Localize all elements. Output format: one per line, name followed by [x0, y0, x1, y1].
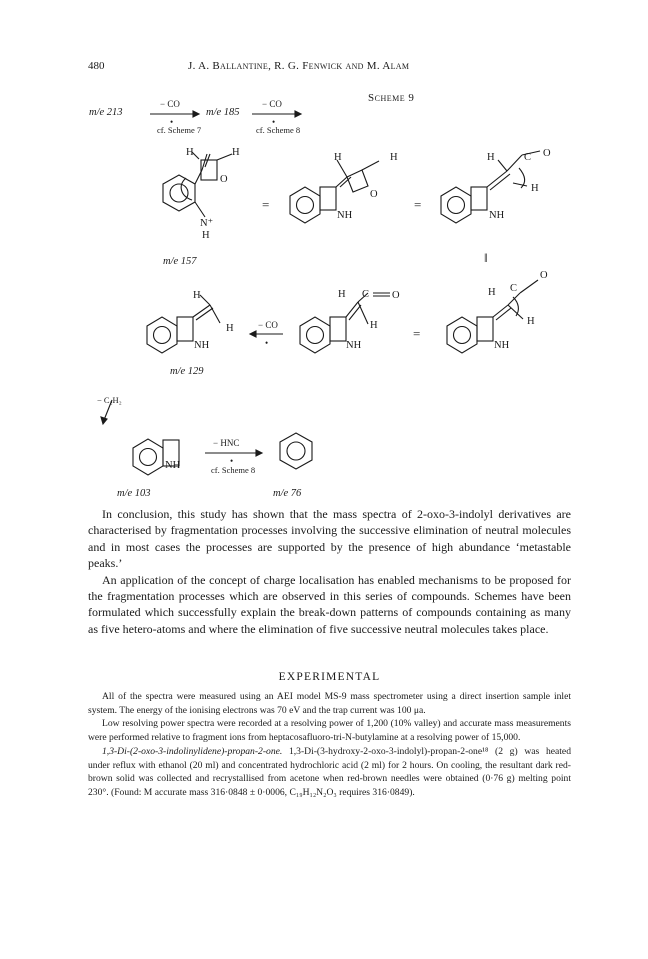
- ion-185-label: m/e 185: [206, 107, 240, 118]
- ion-213-label: m/e 213: [89, 107, 123, 118]
- atom-label: NH: [165, 460, 181, 471]
- atom-label: O: [543, 148, 551, 159]
- atom-label: H: [487, 152, 495, 163]
- atom-label: H: [527, 316, 535, 327]
- atom-label: C: [510, 283, 518, 294]
- loss-co-1: − CO: [160, 99, 180, 109]
- atom-label: O: [220, 174, 228, 185]
- atom-label: H: [334, 152, 342, 163]
- atom-label: C: [524, 152, 532, 163]
- atom-label: H: [390, 152, 398, 163]
- atom-label: H: [202, 230, 210, 241]
- equals-sign: =: [262, 197, 270, 212]
- scheme-label: Scheme 9: [368, 92, 415, 104]
- atom-label: H: [370, 320, 378, 331]
- loss-co-2: − CO: [262, 99, 282, 109]
- loss-co-3: − CO: [258, 320, 278, 330]
- svg-text:•: •: [230, 456, 234, 466]
- atom-label: NH: [494, 340, 510, 351]
- paragraph: [88, 745, 571, 800]
- atom-label: O: [392, 290, 400, 301]
- atom-label: NH: [346, 340, 362, 351]
- ion-103-label: m/e 103: [117, 488, 151, 499]
- compound-prep: 1,3-Di-(3-hydroxy-2-oxo-3-indolyl)-propan-2-one¹⁸ (2 g) was heated under reflux with ethanol (20 ml) and concentrated hydrochloric acid (2 ml) for 2 hours. On cooling, the resultant dark red-brown solid was collected and recrystallised from acetone when red-brown needles were obtained (0·76 g) melting point 230°. (Found: M accurate mass 316·0848 ± 0·0006, C₁₉H₁₂N₂O₃ requires 316·0849).: [88, 745, 571, 798]
- ion-76-label: m/e 76: [273, 488, 302, 499]
- loss-c2h2: − C₂H₂: [97, 395, 122, 405]
- paragraph: In conclusion, this study has shown that the mass spectra of 2-oxo-3-indolyl derivatives are characterised by fragmentation processes involving the successive elimination of neutral molecules and in most cases the processes are supported by the presence of high abundance ‘metastable peaks.’: [88, 507, 571, 571]
- atom-label: H: [226, 323, 234, 334]
- page-number: 480: [88, 60, 105, 72]
- ion-129-label: m/e 129: [170, 366, 204, 377]
- atom-label: NH: [337, 210, 353, 221]
- atom-label: O: [370, 189, 378, 200]
- running-authors: J. A. Ballantine, R. G. Fenwick and M. Alam: [188, 60, 410, 72]
- atom-label: NH: [489, 210, 505, 221]
- svg-text:•: •: [170, 117, 174, 127]
- atom-label: H: [232, 147, 240, 158]
- atom-label: H: [488, 287, 496, 298]
- paragraph: An application of the concept of charge localisation has enabled mechanisms to be proposed for the fragmentation processes which are observed in this series of compounds. Schemes have been formulated which successfully explain the break-down patterns of compounds containing as many as five hetero-atoms and where the elimination of five successive neutral molecules takes place.: [88, 572, 571, 636]
- svg-text:•: •: [272, 117, 276, 127]
- experimental-text: [88, 690, 571, 800]
- atom-label: O: [540, 270, 548, 281]
- atom-label: H: [193, 290, 201, 301]
- atom-label: H: [186, 147, 194, 158]
- equals-sign: =: [414, 197, 422, 212]
- equals-vertical: ‖: [484, 250, 488, 265]
- compound-title: 1,3-Di-(2-oxo-3-indolinylidene)-propan-2-one.: [102, 745, 283, 757]
- atom-label: C: [362, 289, 370, 300]
- paragraph: All of the spectra were measured using an AEI model MS-9 mass spectrometer using a direct insertion sample inlet system. The energy of the ionising electrons was 70 eV and the trap current was 100 μa.: [88, 691, 571, 716]
- section-heading: EXPERIMENTAL: [278, 671, 381, 683]
- atom-label: NH: [194, 340, 210, 351]
- svg-text:•: •: [265, 338, 269, 348]
- ref-scheme-8: cf. Scheme 8: [256, 125, 301, 135]
- equals-sign: =: [413, 326, 421, 341]
- conclusion-text: [88, 506, 571, 637]
- atom-label: H: [338, 289, 346, 300]
- ion-157-label: m/e 157: [163, 256, 197, 267]
- ref-scheme-8b: cf. Scheme 8: [211, 465, 256, 475]
- atom-label: N⁺: [200, 218, 214, 229]
- ref-scheme-7: cf. Scheme 7: [157, 125, 202, 135]
- paragraph: Low resolving power spectra were recorded at a resolving power of 1,200 (10% valley) and accurate mass measurements were performed relative to fragment ions from heptacosafluoro-tri-N-butylamine at a resolving power of 15,000.: [88, 718, 571, 744]
- loss-hnc: − HNC: [213, 438, 240, 448]
- atom-label: H: [531, 183, 539, 194]
